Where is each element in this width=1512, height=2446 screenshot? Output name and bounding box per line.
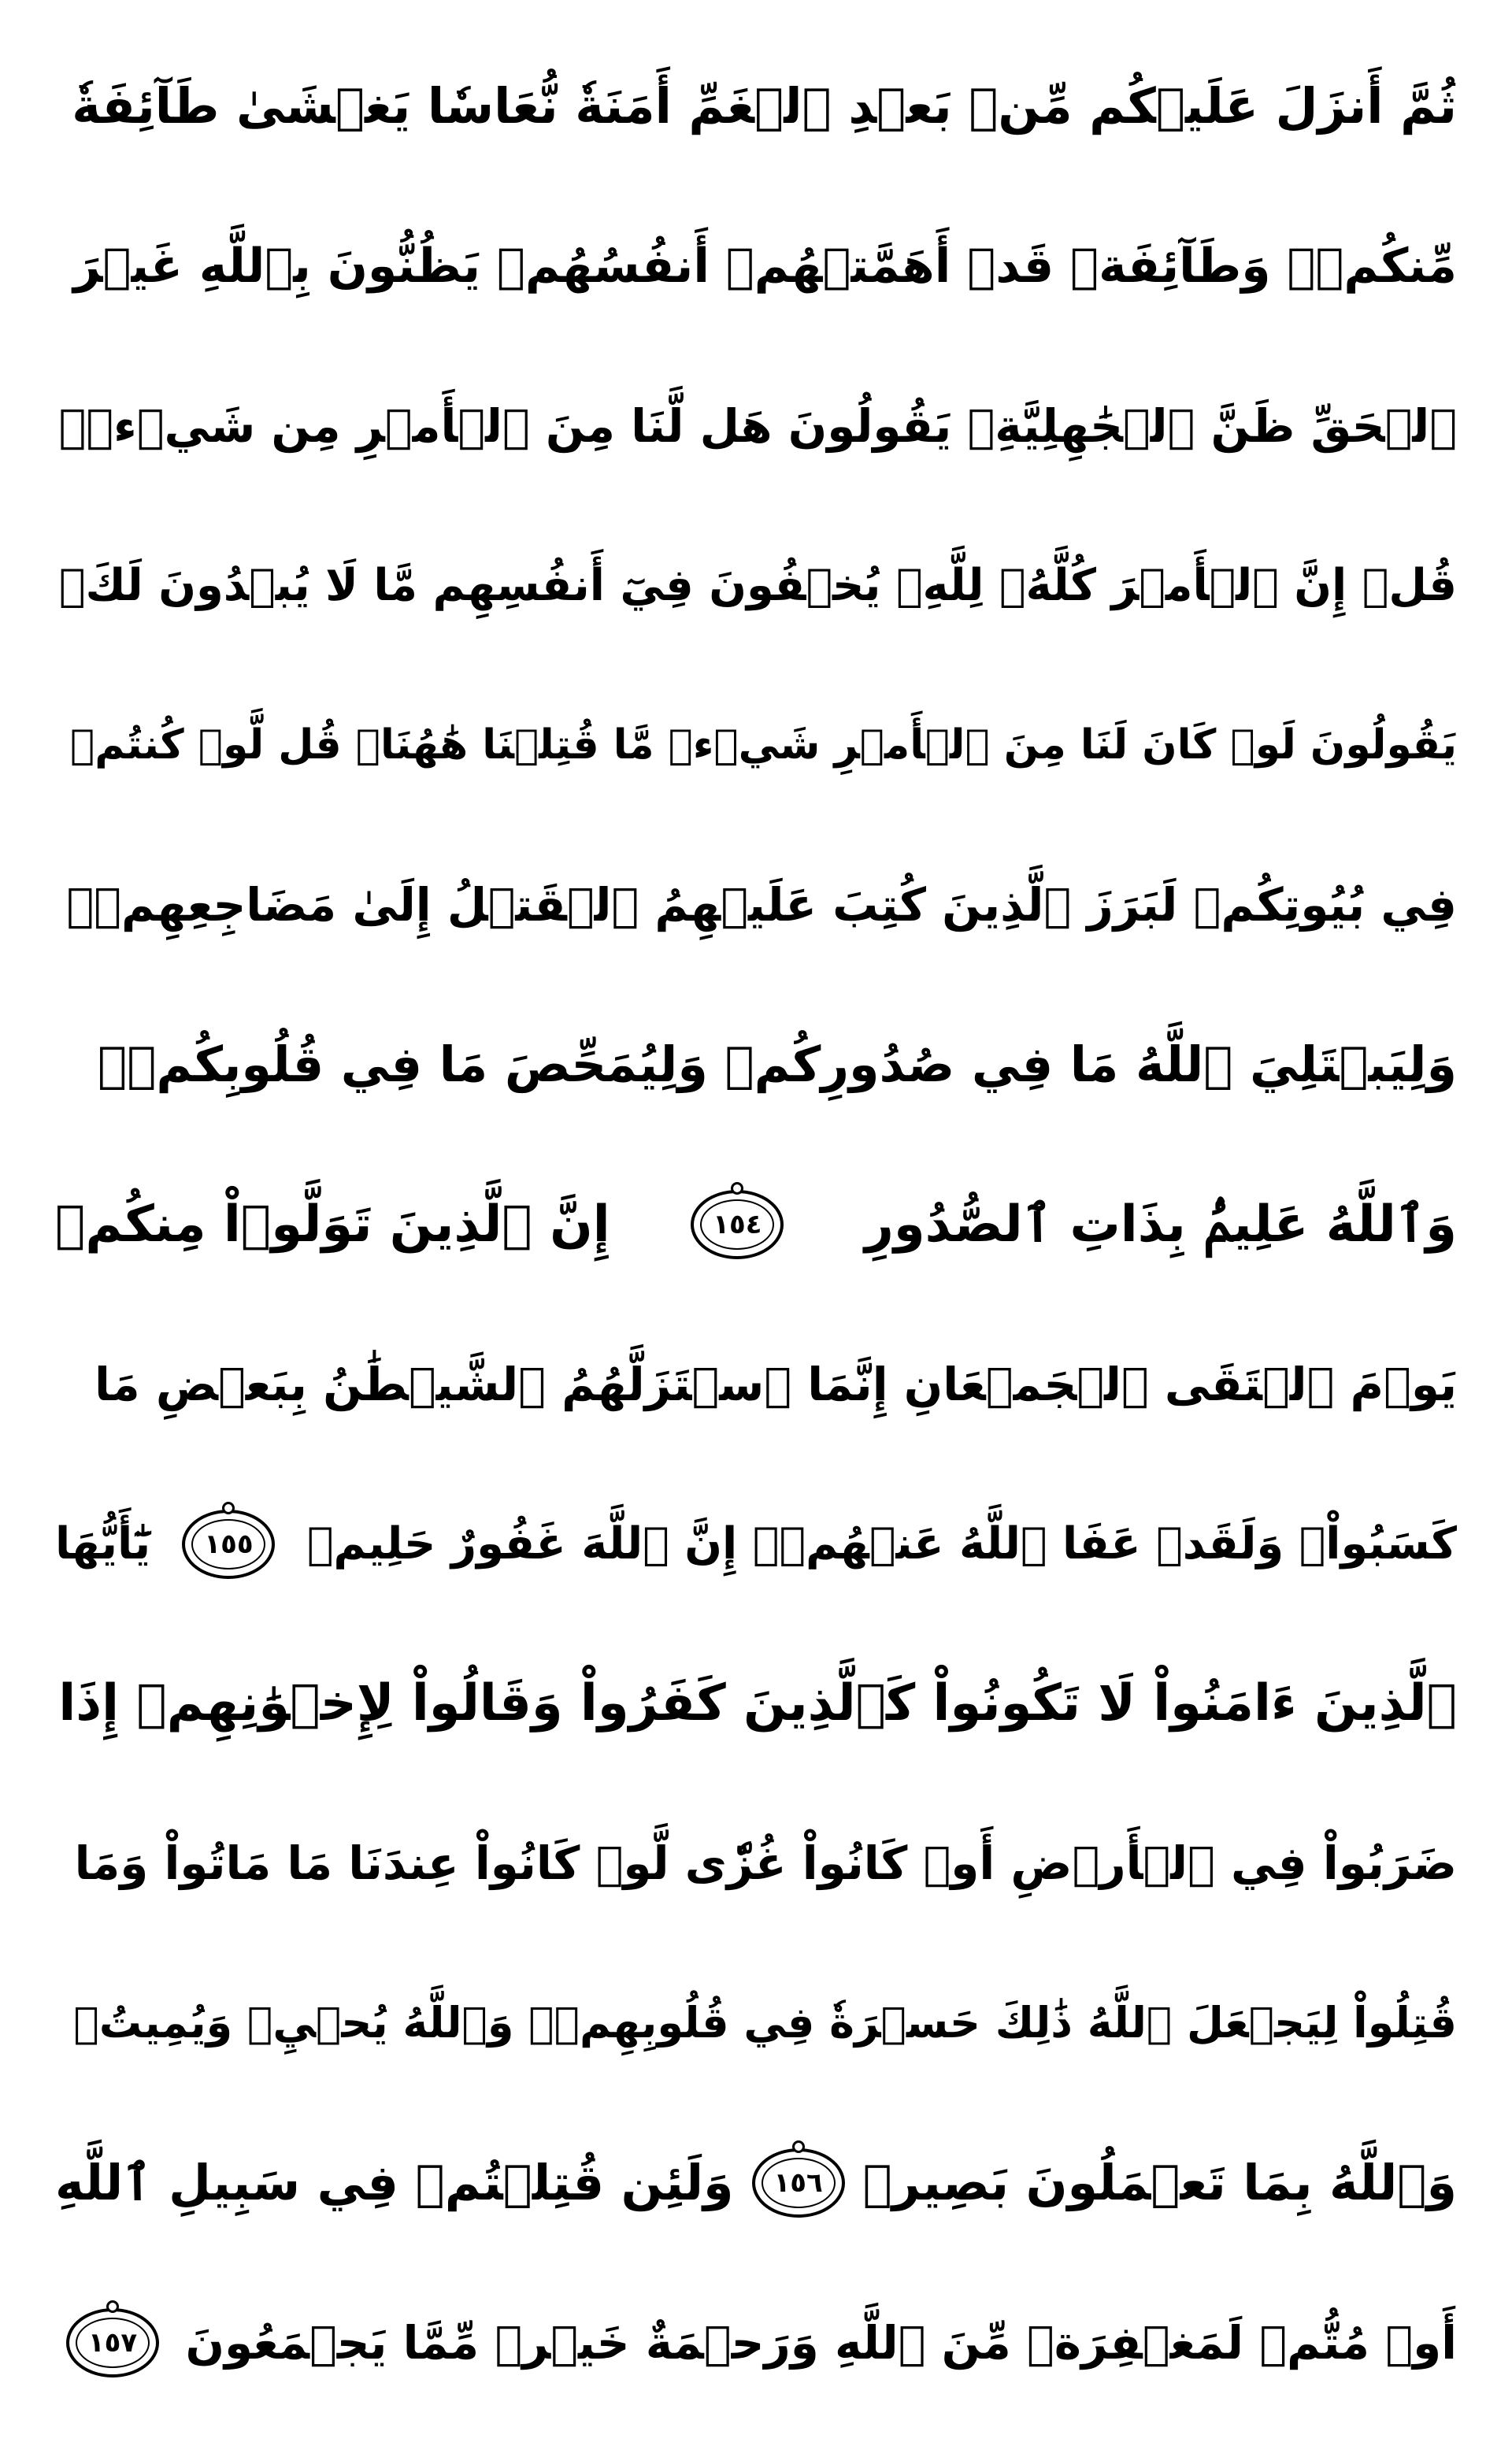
verse-text: وَلِيَبۡتَلِيَ ٱللَّهُ مَا فِي صُدُورِكُمۡ وَلِيُمَحِّصَ مَا فِي قُلُوبِكُمۡۚ [98,1036,1457,1094]
verse-lines [55,32,1457,2418]
verse-line [55,1788,1457,1938]
ayah-end-marker [66,2308,159,2377]
verse-text: أَوۡ مُتُّمۡ لَمَغۡفِرَةٞ مِّنَ ٱللَّهِ وَرَحۡمَةٌ خَيۡرٞ مِّمَّا يَجۡمَعُونَ [185,2315,1457,2370]
verse-text: مِّنكُمۡۖ وَطَآئِفَةٞ قَدۡ أَهَمَّتۡهُمۡ أَنفُسُهُمۡ يَظُنُّونَ بِٱللَّهِ غَيۡرَ [73,238,1457,294]
verse-line [55,830,1457,980]
verse-text: يَٰٓأَيُّهَا [55,1518,151,1570]
verse-line [55,990,1457,1140]
verse-line [55,1629,1457,1778]
verse-text: ثُمَّ أَنزَلَ عَلَيۡكُم مِّنۢ بَعۡدِ ٱلۡغَمِّ أَمَنَةٗ نُّعَاسٗا يَغۡشَىٰ طَآئِفَةٗ [72,77,1457,135]
ayah-end-marker [691,1190,784,1259]
verse-line [55,2268,1457,2418]
ayah-number: ١٥٦ [773,2166,823,2199]
verse-text: إِنَّ ٱلَّذِينَ تَوَلَّوۡاْ مِنكُمۡ [55,1195,610,1254]
verse-line [55,32,1457,181]
verse-line [55,2108,1457,2258]
ayah-number: ١٥٤ [713,1208,762,1240]
verse-text: ٱلَّذِينَ ءَامَنُواْ لَا تَكُونُواْ كَٱلَّذِينَ كَفَرُواْ وَقَالُواْ لِإِخۡوَٰنِهِمۡ إِذَا [58,1674,1457,1733]
verse-line [55,511,1457,661]
verse-line [55,1150,1457,1299]
verse-text: ٱلۡحَقِّ ظَنَّ ٱلۡجَٰهِلِيَّةِۖ يَقُولُونَ هَل لَّنَا مِنَ ٱلۡأَمۡرِ مِن شَيۡءٖۗ [58,398,1457,453]
verse-line [55,1948,1457,2098]
verse-text: كَسَبُواْۖ وَلَقَدۡ عَفَا ٱللَّهُ عَنۡهُمۡۗ إِنَّ ٱللَّهَ غَفُورٌ حَلِيمٞ [306,1518,1457,1570]
verse-line [55,670,1457,820]
verse-text: وَٱللَّهُ عَلِيمُۢ بِذَاتِ ٱلصُّدُورِ [865,1195,1457,1254]
verse-line [55,351,1457,501]
verse-text: وَٱللَّهُ بِمَا تَعۡمَلُونَ بَصِيرٞ [862,2153,1457,2211]
verse-line [55,1310,1457,1459]
verse-line [55,191,1457,341]
verse-text: يَوۡمَ ٱلۡتَقَى ٱلۡجَمۡعَانِ إِنَّمَا ٱسۡتَزَلَّهُمُ ٱلشَّيۡطَٰنُ بِبَعۡضِ مَا [94,1357,1457,1411]
verse-line [55,1469,1457,1619]
verse-text: قُتِلُواْ لِيَجۡعَلَ ٱللَّهُ ذَٰلِكَ حَسۡرَةٗ فِي قُلُوبِهِمۡۗ وَٱللَّهُ يُحۡيِۦ وَيُمِيتُۗ [73,1998,1457,2048]
verse-text: فِي بُيُوتِكُمۡ لَبَرَزَ ٱلَّذِينَ كُتِبَ عَلَيۡهِمُ ٱلۡقَتۡلُ إِلَىٰ مَضَاجِعِهِمۡۖ [66,878,1457,932]
verse-text: يَقُولُونَ لَوۡ كَانَ لَنَا مِنَ ٱلۡأَمۡرِ شَيۡءٞ مَّا قُتِلۡنَا هَٰهُنَاۗ قُل لَّوۡ كُنتُمۡ [70,721,1457,769]
ayah-number: ١٥٧ [87,2326,138,2359]
verse-text: وَلَئِن قُتِلۡتُمۡ فِي سَبِيلِ ٱللَّهِ [55,2153,734,2211]
ayah-number: ١٥٥ [204,1528,254,1560]
ayah-end-marker [752,2148,845,2218]
verse-text: قُلۡ إِنَّ ٱلۡأَمۡرَ كُلَّهُۥ لِلَّهِۗ يُخۡفُونَ فِيٓ أَنفُسِهِم مَّا لَا يُبۡدُونَ لَكَۖ [58,559,1457,611]
ayah-end-marker [182,1510,275,1579]
verse-text: ضَرَبُواْ فِي ٱلۡأَرۡضِ أَوۡ كَانُواْ غُزّٗى لَّوۡ كَانُواْ عِندَنَا مَا مَاتُواْ وَمَا [74,1836,1457,1891]
